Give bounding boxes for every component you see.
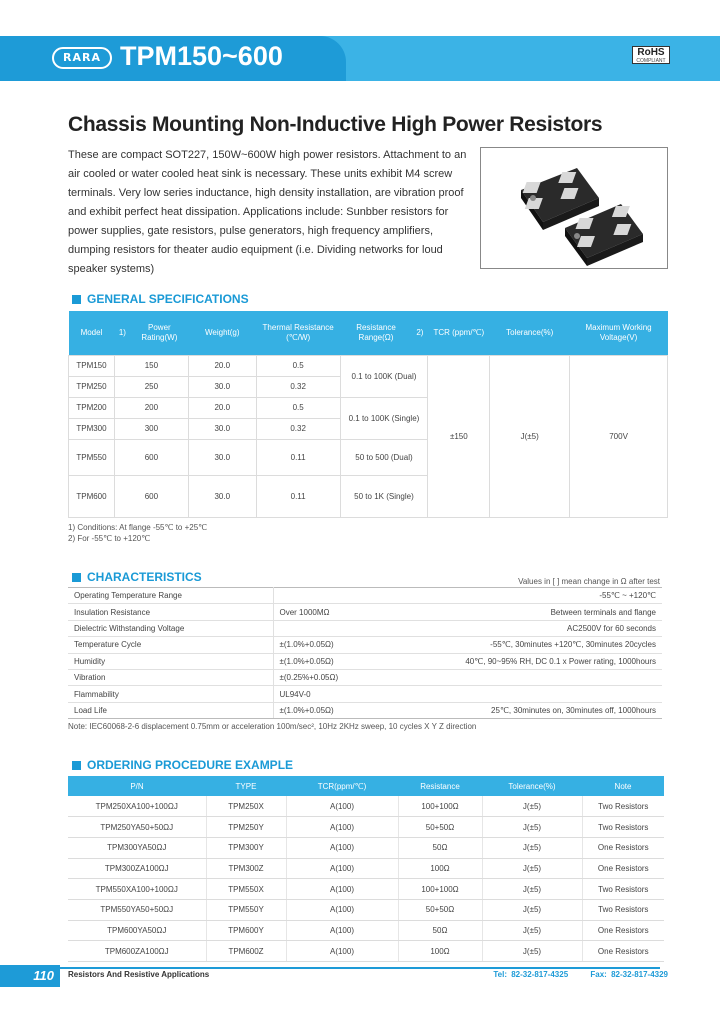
- char-value: ±(1.0%+0.05Ω): [273, 653, 423, 669]
- cell-type: TPM550X: [206, 879, 286, 900]
- col-resistance: Resistance Range(Ω): [340, 311, 412, 355]
- cell-tolerance: J(±5): [482, 837, 582, 858]
- col-weight: Weight(g): [188, 311, 256, 355]
- char-label: Load Life: [68, 702, 273, 718]
- characteristics-table: [68, 587, 662, 719]
- col-note-2: 2): [412, 311, 428, 355]
- table-row: [68, 588, 662, 604]
- cell-pn: TPM550XA100+100ΩJ: [68, 879, 206, 900]
- model-title: TPM150~600: [120, 41, 283, 71]
- char-label: Temperature Cycle: [68, 637, 273, 653]
- char-condition: [423, 686, 662, 702]
- cell-tolerance: J(±5): [482, 879, 582, 900]
- cell-pn: TPM250XA100+100ΩJ: [68, 796, 206, 817]
- char-value: Over 1000MΩ: [273, 604, 423, 620]
- char-value: UL94V-0: [273, 686, 423, 702]
- section-square-icon: [72, 761, 81, 770]
- col-power: Power Rating(W): [130, 311, 188, 355]
- section-square-icon: [72, 573, 81, 582]
- cell-tolerance: J(±5): [482, 941, 582, 962]
- cell-max-voltage: 700V: [570, 355, 668, 517]
- cell-power: 600: [114, 439, 188, 475]
- cell-tolerance: J(±5): [482, 796, 582, 817]
- table-header-row: [69, 311, 668, 355]
- col-type: TYPE: [206, 776, 286, 796]
- brand-logo: RARA: [52, 47, 112, 69]
- cell-tcr: A(100): [286, 941, 398, 962]
- col-pn: P/N: [68, 776, 206, 796]
- cell-power: 250: [114, 376, 188, 397]
- char-value: ±(0.25%+0.05Ω): [273, 669, 423, 685]
- cell-resistance: 50 to 500 (Dual): [340, 439, 428, 475]
- cell-pn: TPM300YA50ΩJ: [68, 837, 206, 858]
- characteristics-unit-note: Values in [ ] mean change in Ω after test: [518, 577, 660, 586]
- cell-resistance: 100Ω: [398, 941, 482, 962]
- cell-note: One Resistors: [582, 858, 664, 879]
- footer-contact: [475, 970, 668, 979]
- char-label: Operating Temperature Range: [68, 588, 273, 604]
- table-row: [68, 637, 662, 653]
- char-condition: [423, 669, 662, 685]
- page-title: Chassis Mounting Non-Inductive High Power Resistors: [68, 113, 603, 136]
- cell-thermal: 0.32: [256, 376, 340, 397]
- cell-tcr: A(100): [286, 920, 398, 941]
- cell-pn: TPM600ZA100ΩJ: [68, 941, 206, 962]
- cell-weight: 30.0: [188, 376, 256, 397]
- cell-model: TPM550: [69, 439, 115, 475]
- cell-thermal: 0.11: [256, 475, 340, 517]
- cell-weight: 20.0: [188, 355, 256, 376]
- table-row: [68, 669, 662, 685]
- table-row: [68, 686, 662, 702]
- table-row: [68, 796, 664, 817]
- footer-divider: [60, 967, 660, 969]
- cell-tolerance: J(±5): [490, 355, 570, 517]
- ordering-heading-text: ORDERING PROCEDURE EXAMPLE: [87, 758, 294, 772]
- ordering-heading: [72, 758, 293, 772]
- cell-thermal: 0.5: [256, 355, 340, 376]
- char-condition: -55℃, 30minutes +120℃, 30minutes 20cycles: [423, 637, 662, 653]
- table-header-row: [68, 776, 664, 796]
- rohs-badge: [632, 46, 670, 64]
- cell-model: TPM250: [69, 376, 115, 397]
- page-number: 110: [0, 965, 60, 987]
- char-label: Dielectric Withstanding Voltage: [68, 620, 273, 636]
- cell-resistance: 100+100Ω: [398, 796, 482, 817]
- col-tolerance: Tolerance(%): [490, 311, 570, 355]
- note-2: 2) For -55℃ to +120℃: [68, 534, 151, 543]
- characteristics-heading: [72, 570, 202, 584]
- cell-type: TPM250X: [206, 796, 286, 817]
- cell-type: TPM300Z: [206, 858, 286, 879]
- char-condition: AC2500V for 60 seconds: [423, 620, 662, 636]
- col-thermal: Thermal Resistance (℃/W): [256, 311, 340, 355]
- cell-resistance: 100+100Ω: [398, 879, 482, 900]
- cell-note: Two Resistors: [582, 899, 664, 920]
- cell-tcr: A(100): [286, 879, 398, 900]
- ordering-table: [68, 776, 664, 962]
- table-row: [68, 620, 662, 636]
- cell-tcr: A(100): [286, 817, 398, 838]
- cell-resistance: 50 to 1K (Single): [340, 475, 428, 517]
- rohs-sub-label: COMPLIANT: [636, 58, 666, 64]
- char-condition: 40℃, 90~95% RH, DC 0.1 x Power rating, 1000hours: [423, 653, 662, 669]
- cell-tcr: A(100): [286, 899, 398, 920]
- col-max-voltage: Maximum Working Voltage(V): [570, 311, 668, 355]
- cell-note: Two Resistors: [582, 796, 664, 817]
- cell-type: TPM250Y: [206, 817, 286, 838]
- cell-weight: 30.0: [188, 475, 256, 517]
- table-row: [68, 604, 662, 620]
- cell-weight: 20.0: [188, 397, 256, 418]
- table-row: [68, 858, 664, 879]
- resistor-illustration: [481, 148, 669, 270]
- char-condition: Between terminals and flange: [423, 604, 662, 620]
- spec-notes: [68, 522, 207, 544]
- cell-type: TPM600Y: [206, 920, 286, 941]
- cell-pn: TPM300ZA100ΩJ: [68, 858, 206, 879]
- table-row: [68, 702, 662, 718]
- char-label: Humidity: [68, 653, 273, 669]
- section-square-icon: [72, 295, 81, 304]
- table-row: [68, 941, 664, 962]
- general-specs-table: [68, 311, 668, 518]
- cell-weight: 30.0: [188, 418, 256, 439]
- cell-tolerance: J(±5): [482, 899, 582, 920]
- cell-resistance: 0.1 to 100K (Dual): [340, 355, 428, 397]
- general-specs-heading-text: GENERAL SPECIFICATIONS: [87, 292, 249, 306]
- cell-resistance: 50Ω: [398, 920, 482, 941]
- col-note: Note: [582, 776, 664, 796]
- cell-resistance: 50+50Ω: [398, 899, 482, 920]
- table-row: [68, 817, 664, 838]
- cell-tcr: A(100): [286, 796, 398, 817]
- cell-pn: TPM250YA50+50ΩJ: [68, 817, 206, 838]
- cell-tcr: A(100): [286, 837, 398, 858]
- cell-thermal: 0.5: [256, 397, 340, 418]
- char-value: [273, 588, 423, 604]
- cell-model: TPM150: [69, 355, 115, 376]
- cell-power: 200: [114, 397, 188, 418]
- note-1: 1) Conditions: At flange -55℃ to +25℃: [68, 523, 208, 532]
- footer-company-tagline: Resistors And Resistive Applications: [68, 970, 210, 979]
- cell-resistance: 50+50Ω: [398, 817, 482, 838]
- cell-pn: TPM600YA50ΩJ: [68, 920, 206, 941]
- char-label: Insulation Resistance: [68, 604, 273, 620]
- cell-note: One Resistors: [582, 941, 664, 962]
- cell-resistance: 0.1 to 100K (Single): [340, 397, 428, 439]
- cell-model: TPM300: [69, 418, 115, 439]
- cell-type: TPM550Y: [206, 899, 286, 920]
- cell-note: Two Resistors: [582, 817, 664, 838]
- col-tcr: TCR(ppm/℃): [286, 776, 398, 796]
- cell-note: Two Resistors: [582, 879, 664, 900]
- cell-power: 600: [114, 475, 188, 517]
- cell-power: 300: [114, 418, 188, 439]
- intro-paragraph: These are compact SOT227, 150W~600W high power resistors. Attachment to an air cooled or water cooled heat sink is necessary. These units exhibit M4 screw terminals. Very low series inductance, high density installation, are vibration proof and exhibit perfect heat dissipation. Applications include: Sunbber resistors for power supplies, gate resistors, pulse generators, high frequency amplifiers, dumping resistors for theater audio equipment (i.e. Dividing networks for loud speaker systems): [68, 149, 467, 275]
- cell-resistance: 100Ω: [398, 858, 482, 879]
- cell-note: One Resistors: [582, 920, 664, 941]
- product-photo: [480, 147, 668, 269]
- col-resistance: Resistance: [398, 776, 482, 796]
- cell-type: TPM600Z: [206, 941, 286, 962]
- char-condition: -55℃ ~ +120℃: [423, 588, 662, 604]
- table-row: [68, 879, 664, 900]
- characteristics-heading-text: CHARACTERISTICS: [87, 570, 202, 584]
- cell-model: TPM200: [69, 397, 115, 418]
- cell-tolerance: J(±5): [482, 858, 582, 879]
- cell-note: One Resistors: [582, 837, 664, 858]
- table-row: [68, 653, 662, 669]
- characteristics-note: Note: IEC60068-2-6 displacement 0.75mm or acceleration 100m/sec², 10Hz 2KHz sweep, 10 cycles X Y Z direction: [68, 722, 477, 731]
- cell-model: TPM600: [69, 475, 115, 517]
- rohs-label: RoHS: [637, 47, 665, 58]
- table-row: [68, 899, 664, 920]
- cell-thermal: 0.32: [256, 418, 340, 439]
- char-label: Flammability: [68, 686, 273, 702]
- char-value: ±(1.0%+0.05Ω): [273, 702, 423, 718]
- cell-pn: TPM550YA50+50ΩJ: [68, 899, 206, 920]
- cell-thermal: 0.11: [256, 439, 340, 475]
- cell-tcr: A(100): [286, 858, 398, 879]
- table-row: [69, 355, 668, 376]
- col-note-1: 1): [114, 311, 130, 355]
- cell-type: TPM300Y: [206, 837, 286, 858]
- cell-tolerance: J(±5): [482, 817, 582, 838]
- table-row: [68, 837, 664, 858]
- cell-resistance: 50Ω: [398, 837, 482, 858]
- char-value: ±(1.0%+0.05Ω): [273, 637, 423, 653]
- char-label: Vibration: [68, 669, 273, 685]
- general-specs-heading: [72, 292, 249, 306]
- col-tolerance: Tolerance(%): [482, 776, 582, 796]
- table-row: [68, 920, 664, 941]
- cell-power: 150: [114, 355, 188, 376]
- cell-tcr: ±150: [428, 355, 490, 517]
- col-tcr: TCR (ppm/℃): [428, 311, 490, 355]
- footer-fax: Fax: 82-32-817-4329: [590, 970, 668, 979]
- char-condition: 25℃, 30minutes on, 30minutes off, 1000hours: [423, 702, 662, 718]
- char-value: [273, 620, 423, 636]
- footer-tel: Tel: 82-32-817-4325: [493, 970, 569, 979]
- col-model: Model: [69, 311, 115, 355]
- cell-tolerance: J(±5): [482, 920, 582, 941]
- cell-weight: 30.0: [188, 439, 256, 475]
